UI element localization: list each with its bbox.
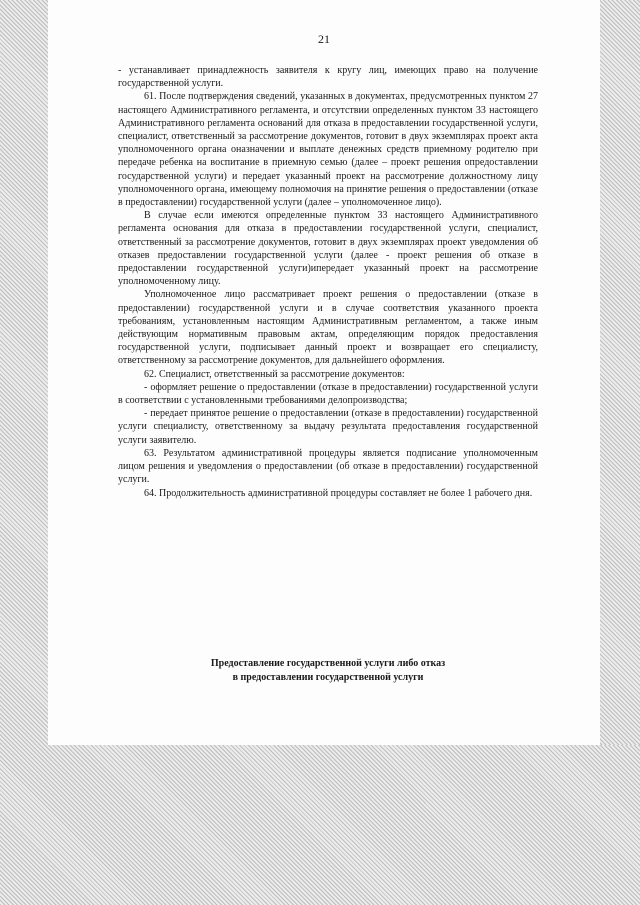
- paragraph-refusal-case: В случае если имеются определенные пунктом 33 настоящего Административного регламента основания для отказа в предоставлении государственной услуги, специалист, ответственный за рассмотрение документов, готовит в двух экземплярах проект уведомления об отказев предоставлении государственной услуги (далее - проект решения об отказе в предоставлении государственной услуги)ипередает указанный проект на рассмотрение уполномоченному лицу.: [118, 210, 538, 288]
- section-heading-line-1: Предоставление государственной услуги либо отказ: [210, 658, 446, 669]
- paragraph-61: 61. После подтверждения сведений, указанных в документах, предусмотренных пунктом 27 настоящего Административного регламента, и отсутствии определенных пунктом 33 настоящего Административного регламента оснований для отказа в предоставлении государственной услуги, специалист, ответственный за рассмотрение документов, готовит в двух экземплярах проект акта уполномоченного органа оназначении и выплате денежных средств приемному родителю при передаче ребенка на воспитание в приемную семью (далее – проект решения опредоставлении государственной услуги) и передает указанный проект на рассмотрение должностному лицу уполномоченного органа, имеющему полномочия на принятие решения о предоставлении (отказе в предоставлении) государственной услуги (далее – уполномоченное лицо).: [118, 91, 538, 209]
- section-heading: [118, 657, 538, 685]
- scan-border-bottom: [0, 745, 640, 905]
- page-number: 21: [318, 32, 330, 46]
- body-text: [118, 64, 538, 500]
- section-heading-line-2: в предоставлении государственной услуги: [232, 672, 424, 683]
- paragraph-62-item-1: - оформляет решение о предоставлении (отказе в предоставлении) государственной услуги в соответствии с установленными требованиями делопроизводства;: [118, 381, 538, 407]
- paragraph-63: 63. Результатом административной процедуры является подписание уполномоченным лицом решения и уведомления о предоставлении (об отказе в предоставлении) государственной услуги.: [118, 447, 538, 486]
- paragraph-authorized-person: Уполномоченное лицо рассматривает проект решения о предоставлении (отказе в предоставлении) государственной услуги и в случае соответствия указанного проекта требованиям, установленным настоящим Административным регламентом, а также иным действующим нормативным правовым актам, определяющим порядок предоставления государственной услуги, подписывает данный проект и возвращает его специалисту, ответственному за рассмотрение документов, для дальнейшего оформления.: [118, 289, 538, 367]
- paragraph-eligibility: - устанавливает принадлежность заявителя к кругу лиц, имеющих право на получение государственной услуги.: [118, 65, 538, 90]
- document-page: [48, 0, 600, 745]
- paragraph-62: 62. Специалист, ответственный за рассмотрение документов:: [144, 368, 405, 380]
- paragraph-62-item-2: - передает принятое решение о предоставлении (отказе в предоставлении) государственной услуги специалисту, ответственному за выдачу результата предоставления государственной услуги заявителю.: [118, 408, 538, 446]
- paragraph-64: 64. Продолжительность административной процедуры составляет не более 1 рабочего дня.: [144, 487, 533, 499]
